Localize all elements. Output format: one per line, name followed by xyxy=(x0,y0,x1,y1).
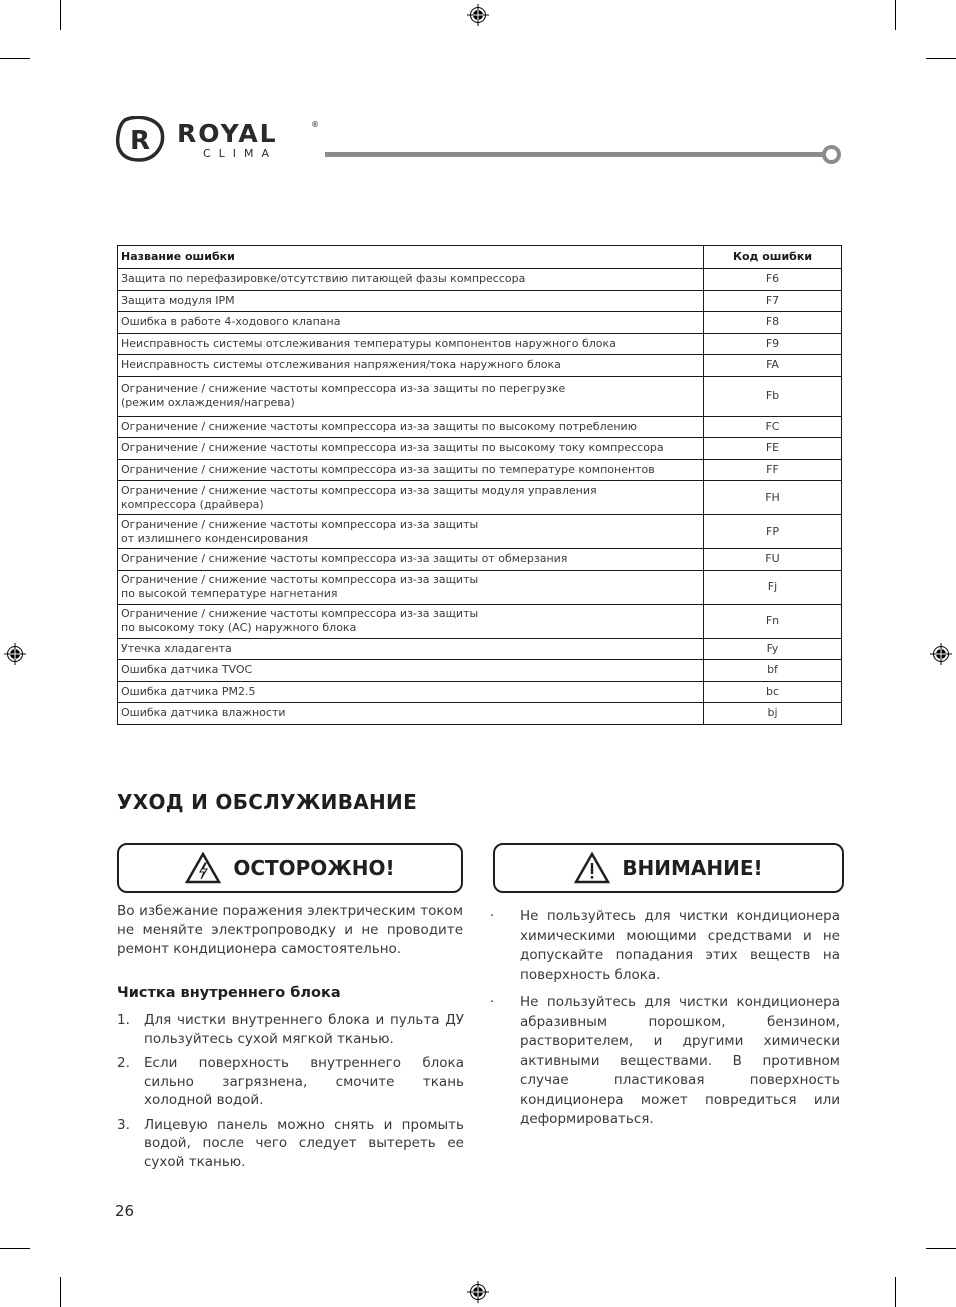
section-title: УХОД И ОБСЛУЖИВАНИЕ xyxy=(117,790,418,814)
error-name-line: по высокому току (АС) наружного блока xyxy=(121,621,357,634)
attention-box xyxy=(493,843,844,893)
crop-mark xyxy=(895,0,896,30)
error-code: F8 xyxy=(704,312,842,334)
error-code: bc xyxy=(704,681,842,703)
error-name: Ограничение / снижение частоты компрессора из-за защиты по высокому току компрессора xyxy=(118,438,704,460)
indoor-cleaning-steps xyxy=(117,1011,464,1177)
registration-mark-icon xyxy=(467,4,489,26)
error-name: Ошибка в работе 4-ходового клапана xyxy=(118,312,704,334)
error-name-line: Ограничение / снижение частоты компрессора из-за защиты по перегрузке xyxy=(121,382,566,395)
error-name xyxy=(118,376,704,416)
error-name: Ошибка датчика PM2.5 xyxy=(118,681,704,703)
column-header-error-code: Код ошибки xyxy=(704,246,842,269)
error-name: Защита по перефазировке/отсутствию питающей фазы компрессора xyxy=(118,269,704,291)
error-name xyxy=(118,570,704,604)
error-name-line: Ограничение / снижение частоты компрессора из-за защиты модуля управления xyxy=(121,483,597,497)
registered-mark: ® xyxy=(311,120,319,129)
table-row xyxy=(118,681,842,703)
exclamation-triangle-icon xyxy=(574,852,610,884)
error-code: Fn xyxy=(704,604,842,638)
error-codes-table xyxy=(117,245,842,725)
registration-mark-icon xyxy=(467,1281,489,1303)
error-code: FA xyxy=(704,355,842,377)
crop-mark xyxy=(895,1277,896,1307)
brand-logo xyxy=(115,116,325,162)
error-name-line: (режим охлаждения/нагрева) xyxy=(121,396,295,409)
error-name xyxy=(118,604,704,638)
table-row xyxy=(118,459,842,481)
error-code: FH xyxy=(704,481,842,515)
header-divider xyxy=(325,152,825,157)
brand-subtitle: CLIMA xyxy=(203,147,278,160)
brand-name: ROYAL xyxy=(177,119,278,148)
error-name: Неисправность системы отслеживания напряжения/тока наружного блока xyxy=(118,355,704,377)
error-name xyxy=(118,515,704,549)
error-name-line: от излишнего конденсирования xyxy=(121,531,309,545)
table-row xyxy=(118,703,842,725)
crop-mark xyxy=(0,1248,30,1249)
table-row xyxy=(118,604,842,638)
error-name-line: компрессора (драйвера) xyxy=(121,497,264,511)
table-row xyxy=(118,376,842,416)
error-code: FC xyxy=(704,416,842,438)
bullet-text: Не пользуйтесь для чистки кондиционера химическими моющими средствами и не допускайте попадания этих веществ на поверхность блока. xyxy=(520,908,840,983)
list-item xyxy=(490,907,840,985)
table-row xyxy=(118,290,842,312)
error-code: Fj xyxy=(704,570,842,604)
error-name: Ошибка датчика TVOC xyxy=(118,660,704,682)
svg-text:R: R xyxy=(129,126,151,156)
caution-text: Во избежание поражения электрическим током не меняйте электропроводку и не проводите ремонт кондиционера самостоятельно. xyxy=(117,903,463,957)
royal-clima-badge-icon xyxy=(115,116,165,162)
step-number: 1. xyxy=(117,1012,130,1028)
table-row xyxy=(118,570,842,604)
error-name: Неисправность системы отслеживания температуры компонентов наружного блока xyxy=(118,333,704,355)
error-code: bf xyxy=(704,660,842,682)
step-number: 3. xyxy=(117,1116,130,1133)
list-item xyxy=(117,1011,464,1048)
caution-box xyxy=(117,843,463,893)
error-name: Ограничение / снижение частоты компрессора из-за защиты от обмерзания xyxy=(118,549,704,571)
error-code: FE xyxy=(704,438,842,460)
table-row xyxy=(118,269,842,291)
error-code: F9 xyxy=(704,333,842,355)
table-row xyxy=(118,416,842,438)
crop-mark xyxy=(60,1277,61,1307)
step-text: Для чистки внутреннего блока и пульта ДУ пользуйтесь сухой мягкой тканью. xyxy=(144,1012,464,1047)
indoor-cleaning-title: Чистка внутреннего блока xyxy=(117,985,341,1001)
step-text: Лицевую панель можно снять и промыть водой, после чего следует вытереть ее сухой тканью. xyxy=(144,1116,464,1170)
table-row xyxy=(118,515,842,549)
table-row xyxy=(118,355,842,377)
error-code: FP xyxy=(704,515,842,549)
column-header-error-name: Название ошибки xyxy=(118,246,704,269)
table-row xyxy=(118,660,842,682)
error-name-line: Ограничение / снижение частоты компрессора из-за защиты xyxy=(121,573,479,586)
list-item xyxy=(117,1116,464,1172)
table-row xyxy=(118,333,842,355)
registration-mark-icon xyxy=(4,643,26,665)
table-row xyxy=(118,312,842,334)
error-name: Защита модуля IPM xyxy=(118,290,704,312)
table-row xyxy=(118,438,842,460)
error-name-line: по высокой температуре нагнетания xyxy=(121,587,338,600)
error-code: FU xyxy=(704,549,842,571)
table-header-row xyxy=(118,246,842,269)
electric-hazard-triangle-icon xyxy=(185,852,221,884)
table-row xyxy=(118,481,842,515)
crop-mark xyxy=(60,0,61,30)
crop-mark xyxy=(926,1248,956,1249)
step-text: Если поверхность внутреннего блока сильно загрязнена, смочите ткань холодной водой. xyxy=(144,1055,464,1108)
error-name-line: Ограничение / снижение частоты компрессора из-за защиты xyxy=(121,607,479,620)
header-divider-end-circle xyxy=(822,145,841,164)
bullet-marker: · xyxy=(490,908,495,924)
error-code: F6 xyxy=(704,269,842,291)
caution-label: ОСТОРОЖНО! xyxy=(233,856,395,880)
error-name: Утечка хладагента xyxy=(118,638,704,660)
error-name: Ошибка датчика влажности xyxy=(118,703,704,725)
table-row xyxy=(118,638,842,660)
error-name: Ограничение / снижение частоты компрессора из-за защиты по высокому потреблению xyxy=(118,416,704,438)
table-row xyxy=(118,549,842,571)
attention-bullets xyxy=(490,907,840,1136)
step-number: 2. xyxy=(117,1055,130,1071)
error-name-line: Ограничение / снижение частоты компрессора из-за защиты xyxy=(121,517,479,531)
bullet-marker: · xyxy=(490,994,495,1010)
error-name xyxy=(118,481,704,515)
page-number: 26 xyxy=(115,1202,135,1220)
error-code: bj xyxy=(704,703,842,725)
crop-mark xyxy=(926,58,956,59)
attention-label: ВНИМАНИЕ! xyxy=(622,856,763,880)
error-name: Ограничение / снижение частоты компрессора из-за защиты по температуре компонентов xyxy=(118,459,704,481)
error-code: Fy xyxy=(704,638,842,660)
registration-mark-icon xyxy=(930,643,952,665)
crop-mark xyxy=(0,58,30,59)
error-code: Fb xyxy=(704,376,842,416)
error-code: FF xyxy=(704,459,842,481)
list-item xyxy=(117,1054,464,1110)
bullet-text: Не пользуйтесь для чистки кондиционера абразивным порошком, бензином, растворителем, и другими химически активными веществами. В противном случае пластиковая поверхность кондиционера может повредиться или деформироваться. xyxy=(520,994,840,1127)
error-code: F7 xyxy=(704,290,842,312)
list-item xyxy=(490,993,840,1130)
